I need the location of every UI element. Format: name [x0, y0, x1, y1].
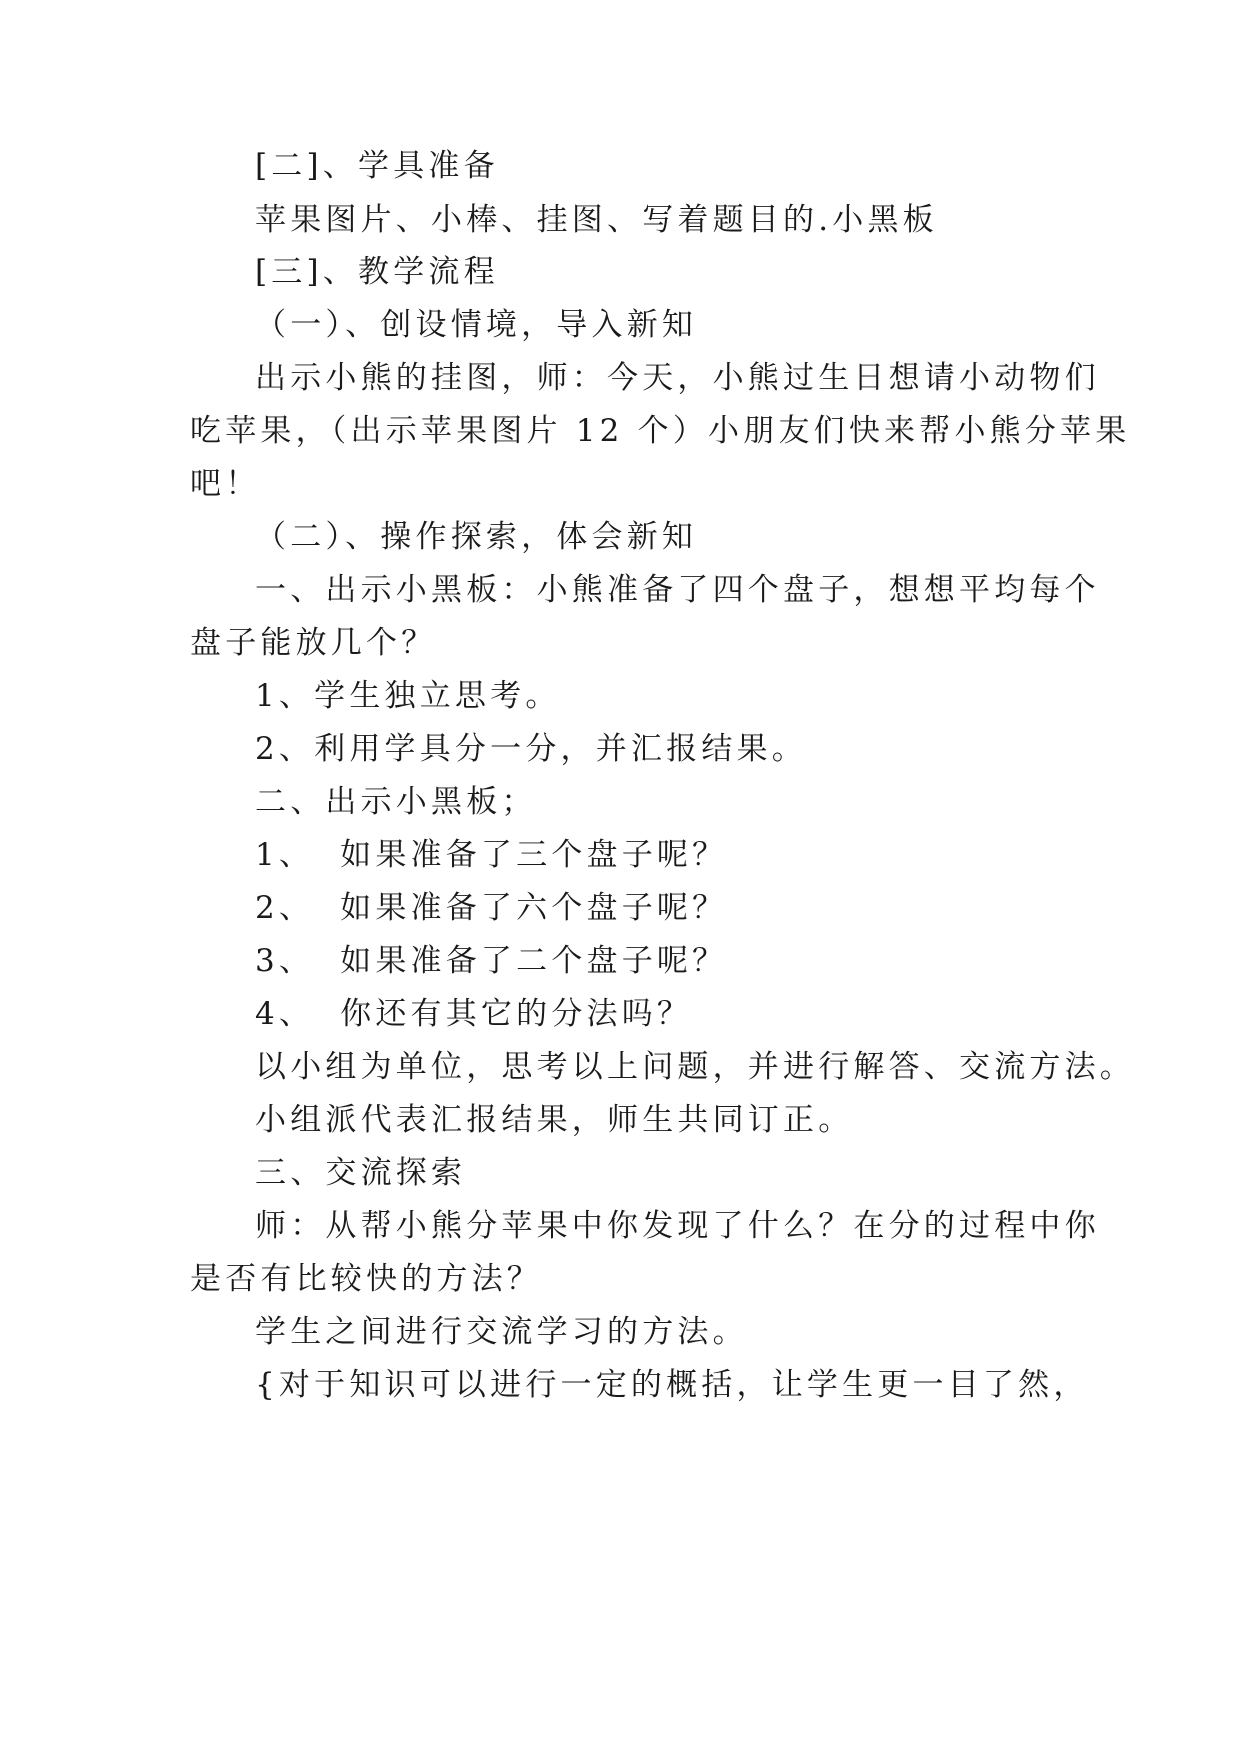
list-item — [255, 941, 1125, 981]
paragraph-line: 是否有比较快的方法？ — [190, 1261, 542, 1297]
paragraph-line: 师：从帮小熊分苹果中你发现了什么？在分的过程中你 — [255, 1208, 1100, 1244]
list-item-text: 如果准备了六个盘子呢？ — [340, 890, 728, 926]
paragraph-line: 以小组为单位，思考以上问题，并进行解答、交流方法。 — [255, 1049, 1135, 1085]
list-item-number: 4、 — [255, 996, 315, 1032]
list-item-number: 3、 — [255, 943, 315, 979]
list-item-number: 2、 — [255, 890, 315, 926]
paragraph-line: 盘子能放几个？ — [190, 625, 437, 661]
list-item: 2、利用学具分一分，并汇报结果。 — [255, 731, 807, 767]
paragraph-line: 学生之间进行交流学习的方法。 — [255, 1314, 748, 1350]
section-2-heading: [二]、学具准备 — [255, 148, 499, 184]
list-item — [255, 888, 1125, 928]
list-item-text: 如果准备了二个盘子呢？ — [340, 943, 728, 979]
paragraph-line: {对于知识可以进行一定的概括，让学生更一目了然， — [255, 1367, 1089, 1403]
paragraph-line: 吧！ — [190, 466, 261, 502]
section-2-body: 苹果图片、小棒、挂图、写着题目的.小黑板 — [255, 202, 938, 238]
paragraph-line: 一、出示小黑板：小熊准备了四个盘子，想想平均每个 — [255, 572, 1100, 608]
list-item-number: 1、 — [255, 837, 315, 873]
list-item — [255, 835, 1125, 875]
list-item-text: 你还有其它的分法吗？ — [340, 996, 693, 1032]
list-item: 1、学生独立思考。 — [255, 678, 561, 714]
paragraph-line: 出示小熊的挂图，师：今天，小熊过生日想请小动物们 — [255, 360, 1100, 396]
part-3-heading: 三、交流探索 — [255, 1155, 467, 1191]
paragraph-line: 吃苹果，（出示苹果图片 12 个）小朋友们快来帮小熊分苹果 — [190, 413, 1131, 449]
step-2-heading: （二）、操作探索，体会新知 — [255, 519, 698, 555]
list-item-text: 如果准备了三个盘子呢？ — [340, 837, 728, 873]
part-2-heading: 二、出示小黑板； — [255, 784, 537, 820]
list-item — [255, 994, 1125, 1034]
paragraph-line: 小组派代表汇报结果，师生共同订正。 — [255, 1102, 854, 1138]
section-3-heading: [三]、教学流程 — [255, 254, 499, 290]
step-1-heading: （一）、创设情境，导入新知 — [255, 307, 698, 343]
